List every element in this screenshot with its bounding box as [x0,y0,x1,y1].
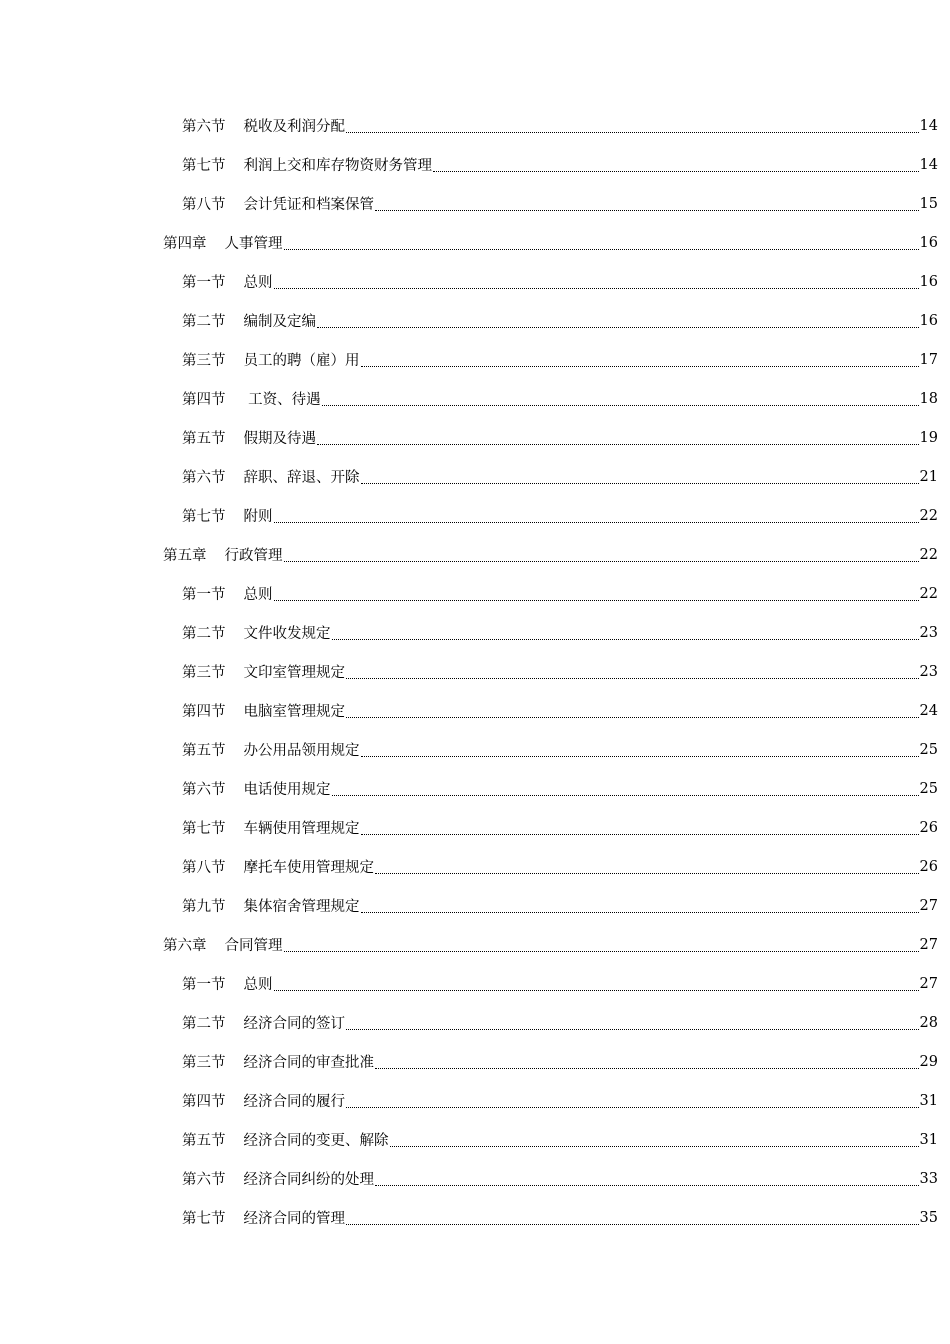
toc-section-entry[interactable] [0,262,950,301]
toc-chapter-entry[interactable] [0,925,950,964]
toc-section-entry[interactable] [0,1081,950,1120]
toc-dot-leader [361,834,919,835]
toc-entry-page-number: 22 [919,585,938,602]
toc-entry-title: 编制及定编 [243,314,316,330]
toc-entry-page-number: 27 [919,975,938,992]
toc-section-entry[interactable] [0,301,950,340]
toc-entry-number: 第三节 [182,353,226,369]
toc-section-entry[interactable] [0,574,950,613]
toc-entry-title: 合同管理 [224,938,283,954]
toc-entry-page-number: 25 [919,780,938,797]
toc-section-entry[interactable] [0,613,950,652]
toc-entry-page-number: 16 [919,273,938,290]
toc-entry-title: 经济合同的履行 [243,1094,345,1110]
toc-section-entry[interactable] [0,964,950,1003]
toc-chapter-entry[interactable] [0,223,950,262]
toc-section-entry[interactable] [0,145,950,184]
toc-entry-page-number: 15 [919,195,938,212]
toc-entry-number: 第六章 [163,938,207,954]
toc-entry-number: 第三节 [182,1055,226,1071]
toc-entry-page-number: 17 [919,351,938,368]
toc-entry-title: 经济合同的变更、解除 [243,1133,389,1149]
toc-section-entry[interactable] [0,496,950,535]
toc-entry-title: 行政管理 [224,548,283,564]
toc-entry-number: 第五章 [163,548,207,564]
toc-section-entry[interactable] [0,340,950,379]
toc-dot-leader [346,132,919,133]
toc-dot-leader [375,210,919,211]
toc-dot-leader [375,873,919,874]
toc-dot-leader [274,522,919,523]
toc-entry-page-number: 26 [919,819,938,836]
toc-entry-title: 文件收发规定 [243,626,331,642]
toc-entry-number: 第七节 [182,821,226,837]
toc-entry-number: 第四节 [182,1094,226,1110]
toc-entry-title: 附则 [243,509,273,525]
toc-entry-page-number: 21 [919,468,938,485]
toc-dot-leader [346,678,919,679]
toc-section-entry[interactable] [0,106,950,145]
toc-dot-leader [346,1107,919,1108]
toc-entry-page-number: 27 [919,897,938,914]
toc-dot-leader [284,951,919,952]
toc-section-entry[interactable] [0,1120,950,1159]
toc-entry-page-number: 23 [919,663,938,680]
toc-entry-title: 假期及待遇 [243,431,316,447]
toc-entry-page-number: 22 [919,507,938,524]
toc-entry-title: 摩托车使用管理规定 [243,860,374,876]
toc-entry-number: 第六节 [182,782,226,798]
toc-dot-leader [390,1146,919,1147]
toc-entry-title: 总则 [243,275,273,291]
toc-entry-page-number: 19 [919,429,938,446]
toc-dot-leader [346,1224,919,1225]
toc-entry-page-number: 31 [919,1131,938,1148]
toc-entry-page-number: 22 [919,546,938,563]
toc-entry-page-number: 35 [919,1209,938,1226]
toc-entry-title: 电脑室管理规定 [243,704,345,720]
toc-section-entry[interactable] [0,457,950,496]
toc-dot-leader [346,1029,919,1030]
toc-dot-leader [274,288,919,289]
toc-entry-number: 第六节 [182,119,226,135]
toc-section-entry[interactable] [0,886,950,925]
toc-entry-number: 第一节 [182,587,226,603]
toc-entry-page-number: 31 [919,1092,938,1109]
toc-entry-page-number: 14 [919,156,938,173]
toc-entry-title: 总则 [243,587,273,603]
toc-chapter-entry[interactable] [0,535,950,574]
toc-entry-number: 第七节 [182,509,226,525]
toc-entry-page-number: 25 [919,741,938,758]
toc-section-entry[interactable] [0,1159,950,1198]
toc-section-entry[interactable] [0,1042,950,1081]
toc-entry-number: 第五节 [182,431,226,447]
toc-entry-title: 经济合同的管理 [243,1211,345,1227]
toc-dot-leader [284,249,919,250]
toc-entry-number: 第一节 [182,275,226,291]
toc-section-entry[interactable] [0,379,950,418]
toc-entry-page-number: 23 [919,624,938,641]
toc-entry-page-number: 27 [919,936,938,953]
toc-entry-title: 经济合同纠纷的处理 [243,1172,374,1188]
toc-entry-number: 第六节 [182,470,226,486]
toc-dot-leader [274,600,919,601]
toc-section-entry[interactable] [0,769,950,808]
toc-entry-title: 文印室管理规定 [243,665,345,681]
toc-dot-leader [284,561,919,562]
toc-entry-page-number: 16 [919,234,938,251]
toc-entry-title: 利润上交和库存物资财务管理 [243,158,432,174]
toc-entry-title: 车辆使用管理规定 [243,821,360,837]
toc-entry-title: 工资、待遇 [243,392,321,408]
toc-entry-number: 第七节 [182,158,226,174]
toc-section-entry[interactable] [0,691,950,730]
toc-entry-page-number: 28 [919,1014,938,1031]
toc-entry-title: 办公用品领用规定 [243,743,360,759]
toc-section-entry[interactable] [0,652,950,691]
toc-entry-number: 第八节 [182,860,226,876]
toc-entry-title: 税收及利润分配 [243,119,345,135]
toc-entry-number: 第五节 [182,743,226,759]
toc-dot-leader [433,171,919,172]
toc-entry-number: 第四节 [182,704,226,720]
toc-section-entry[interactable] [0,184,950,223]
toc-section-entry[interactable] [0,1003,950,1042]
toc-entry-number: 第九节 [182,899,226,915]
toc-entry-page-number: 29 [919,1053,938,1070]
toc-entry-number: 第一节 [182,977,226,993]
toc-dot-leader [375,1185,919,1186]
toc-entry-number: 第五节 [182,1133,226,1149]
toc-entry-title: 辞职、辞退、开除 [243,470,360,486]
toc-dot-leader [361,756,919,757]
toc-dot-leader [274,990,919,991]
toc-dot-leader [332,795,919,796]
toc-dot-leader [317,327,919,328]
toc-entry-number: 第四节 [182,392,226,408]
toc-entry-number: 第四章 [163,236,207,252]
toc-entry-page-number: 26 [919,858,938,875]
toc-section-entry[interactable] [0,808,950,847]
table-of-contents [0,106,950,1237]
toc-dot-leader [346,717,919,718]
toc-entry-title: 经济合同的签订 [243,1016,345,1032]
toc-entry-page-number: 24 [919,702,938,719]
toc-entry-number: 第三节 [182,665,226,681]
toc-entry-number: 第六节 [182,1172,226,1188]
toc-entry-page-number: 18 [919,390,938,407]
toc-entry-page-number: 14 [919,117,938,134]
toc-entry-title: 经济合同的审查批准 [243,1055,374,1071]
toc-entry-title: 集体宿舍管理规定 [243,899,360,915]
toc-section-entry[interactable] [0,730,950,769]
toc-entry-page-number: 33 [919,1170,938,1187]
toc-entry-number: 第八节 [182,197,226,213]
toc-entry-page-number: 16 [919,312,938,329]
toc-section-entry[interactable] [0,847,950,886]
toc-dot-leader [332,639,919,640]
toc-dot-leader [317,444,919,445]
toc-section-entry[interactable] [0,1198,950,1237]
toc-dot-leader [361,366,919,367]
toc-entry-title: 总则 [243,977,273,993]
toc-dot-leader [361,912,919,913]
toc-dot-leader [361,483,919,484]
toc-entry-number: 第二节 [182,1016,226,1032]
toc-entry-number: 第七节 [182,1211,226,1227]
toc-dot-leader [322,405,919,406]
toc-entry-title: 电话使用规定 [243,782,331,798]
toc-section-entry[interactable] [0,418,950,457]
toc-entry-title: 员工的聘（雇）用 [243,353,360,369]
toc-entry-number: 第二节 [182,626,226,642]
toc-entry-number: 第二节 [182,314,226,330]
toc-dot-leader [375,1068,919,1069]
toc-entry-title: 会计凭证和档案保管 [243,197,374,213]
toc-entry-title: 人事管理 [224,236,283,252]
